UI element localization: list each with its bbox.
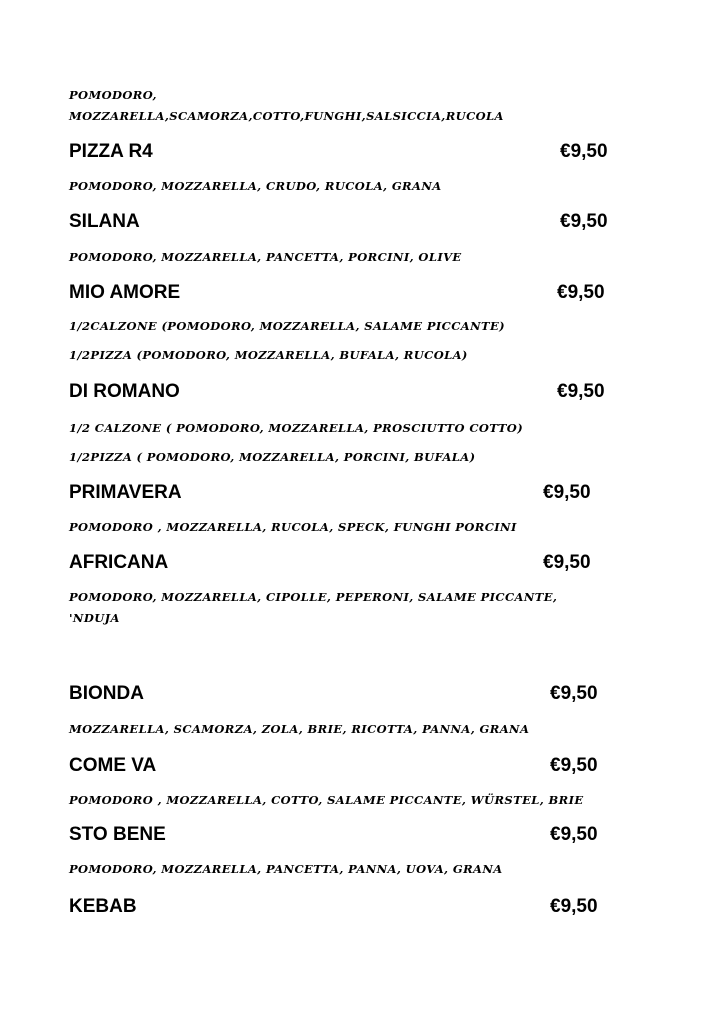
item-description: 1/2 CALZONE ( POMODORO, MOZZARELLA, PROSCIUTTO COTTO) <box>69 421 524 435</box>
item-price: €9,50 <box>557 282 605 303</box>
item-price: €9,50 <box>543 552 591 573</box>
item-description: 1/2PIZZA ( POMODORO, MOZZARELLA, PORCINI, BUFALA) <box>69 450 476 464</box>
item-name: STO BENE <box>69 824 166 845</box>
item-description: 1/2PIZZA (POMODORO, MOZZARELLA, BUFALA, RUCOLA) <box>69 348 468 362</box>
item-name: PIZZA R4 <box>69 141 153 162</box>
item-price: €9,50 <box>550 896 598 917</box>
item-price: €9,50 <box>560 211 608 232</box>
item-description: 'NDUJA <box>69 611 120 625</box>
item-name: PRIMAVERA <box>69 482 182 503</box>
item-description: POMODORO , MOZZARELLA, RUCOLA, SPECK, FUNGHI PORCINI <box>69 520 517 534</box>
item-name: SILANA <box>69 211 140 232</box>
item-name: BIONDA <box>69 683 144 704</box>
item-price: €9,50 <box>560 141 608 162</box>
item-description: MOZZARELLA, SCAMORZA, ZOLA, BRIE, RICOTTA, PANNA, GRANA <box>69 722 530 736</box>
intro-description-line: POMODORO, <box>69 88 157 102</box>
item-description: POMODORO, MOZZARELLA, CRUDO, RUCOLA, GRANA <box>69 179 442 193</box>
item-name: DI ROMANO <box>69 381 180 402</box>
item-description: POMODORO, MOZZARELLA, CIPOLLE, PEPERONI, SALAME PICCANTE, <box>69 590 558 604</box>
item-price: €9,50 <box>543 482 591 503</box>
item-name: AFRICANA <box>69 552 169 573</box>
item-description: POMODORO, MOZZARELLA, PANCETTA, PORCINI, OLIVE <box>69 250 462 264</box>
intro-description-line: MOZZARELLA,SCAMORZA,COTTO,FUNGHI,SALSICCIA,RUCOLA <box>69 109 504 123</box>
item-name: KEBAB <box>69 896 137 917</box>
item-price: €9,50 <box>550 824 598 845</box>
item-name: COME VA <box>69 755 157 776</box>
item-price: €9,50 <box>550 755 598 776</box>
item-price: €9,50 <box>557 381 605 402</box>
item-description: POMODORO , MOZZARELLA, COTTO, SALAME PICCANTE, WÜRSTEL, BRIE <box>69 793 584 807</box>
item-name: MIO AMORE <box>69 282 181 303</box>
item-description: POMODORO, MOZZARELLA, PANCETTA, PANNA, UOVA, GRANA <box>69 862 503 876</box>
item-description: 1/2CALZONE (POMODORO, MOZZARELLA, SALAME PICCANTE) <box>69 319 505 333</box>
item-price: €9,50 <box>550 683 598 704</box>
